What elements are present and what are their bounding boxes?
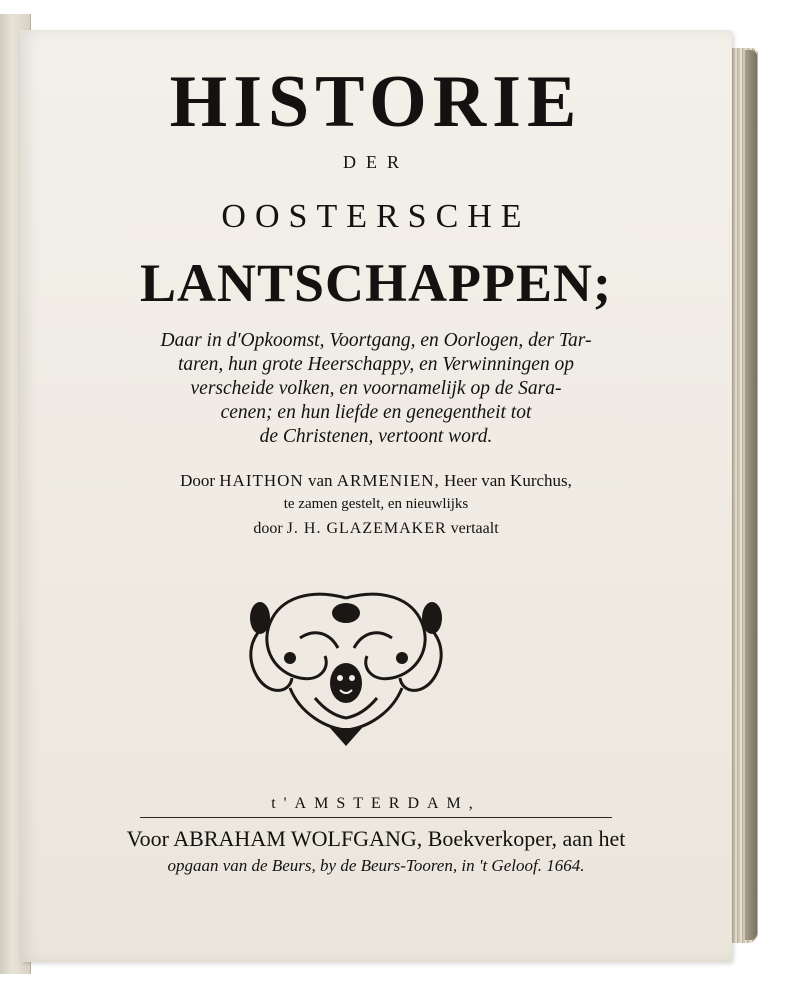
author-name: HAITHON xyxy=(219,471,304,490)
description-line: cenen; en hun liefde en genegentheit tot xyxy=(220,402,532,423)
description-line: taren, hun grote Heerschappy, en Verwinningen op xyxy=(177,354,575,375)
printers-device-ornament xyxy=(230,578,462,748)
author-door: Door xyxy=(180,471,216,490)
imprint-address: opgaan van de Beurs, by de Beurs-Tooren, in 't Geloof. 1664. xyxy=(167,856,585,875)
translator-vertaalt: vertaalt xyxy=(450,520,499,537)
book-title: HISTORIE xyxy=(169,61,583,143)
imprint-publisher: Voor ABRAHAM WOLFGANG, Boekverkoper, aan het xyxy=(126,826,626,851)
author-title: Heer van Kurchus, xyxy=(443,471,572,490)
compiled-line: te zamen gestelt, en nieuwlijks xyxy=(283,496,469,512)
title-der: DER xyxy=(343,152,409,172)
translator-line xyxy=(20,520,732,538)
translator-door: door xyxy=(253,520,283,537)
title-lantschappen: LANTSCHAPPEN; xyxy=(139,253,613,313)
imprint-city: t'AMSTERDAM, xyxy=(271,795,481,812)
title-page xyxy=(20,30,732,962)
book-cover-edge xyxy=(745,50,757,940)
translator-name: J. H. GLAZEMAKER xyxy=(286,520,447,537)
description-line: Daar in d'Opkoomst, Voortgang, en Oorlogen, der Tar- xyxy=(160,330,592,351)
title-oostersche: OOSTERSCHE xyxy=(221,198,531,235)
description-line: de Christenen, vertoont word. xyxy=(259,426,493,447)
imprint-rule xyxy=(140,817,612,818)
author-line xyxy=(20,471,732,491)
description-line: verscheide volken, en voornamelijk op de Sara- xyxy=(190,378,562,399)
author-country: ARMENIEN, xyxy=(336,471,440,490)
author-van: van xyxy=(307,471,333,490)
